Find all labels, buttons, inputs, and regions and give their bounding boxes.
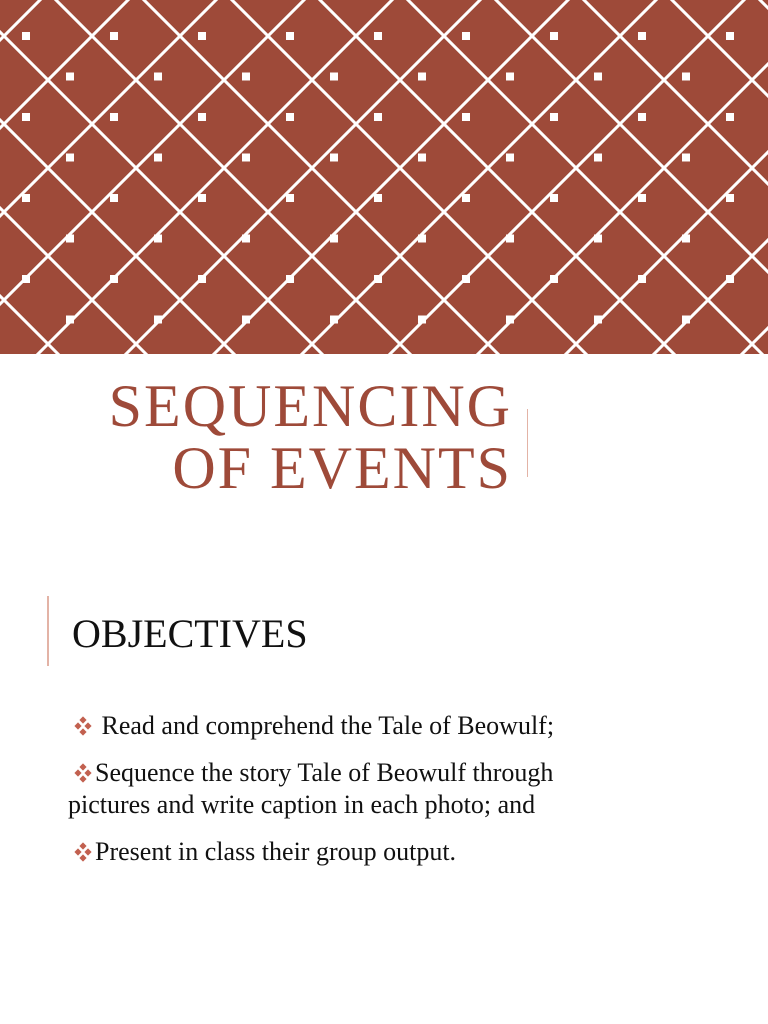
pattern-dot: [66, 316, 74, 324]
pattern-dot: [110, 275, 118, 283]
pattern-dot: [110, 194, 118, 202]
four-diamond-bullet-icon: [72, 842, 94, 862]
pattern-dot: [330, 316, 338, 324]
pattern-dot: [682, 235, 690, 243]
objectives-list: [68, 710, 762, 883]
pattern-dot: [682, 316, 690, 324]
list-item-text: Read and comprehend the Tale of Beowulf;: [95, 711, 555, 740]
pattern-dot: [242, 235, 250, 243]
pattern-dot: [154, 154, 162, 162]
pattern-dot: [22, 113, 30, 121]
pattern-dot: [198, 275, 206, 283]
pattern-dot: [154, 235, 162, 243]
pattern-dot: [550, 32, 558, 40]
list-item: [68, 757, 762, 821]
slide-title: [0, 375, 512, 499]
pattern-dot: [242, 316, 250, 324]
pattern-dot: [110, 113, 118, 121]
pattern-dot: [22, 194, 30, 202]
pattern-dot: [594, 316, 602, 324]
pattern-dot: [638, 32, 646, 40]
diamond-lattice-pattern-icon: [0, 0, 768, 354]
pattern-dot: [418, 235, 426, 243]
pattern-dot: [594, 235, 602, 243]
pattern-dot: [462, 194, 470, 202]
pattern-dot: [154, 316, 162, 324]
pattern-dot: [66, 235, 74, 243]
pattern-dot: [286, 32, 294, 40]
pattern-dot: [198, 32, 206, 40]
pattern-dot: [462, 275, 470, 283]
pattern-dot: [242, 73, 250, 81]
title-divider-rule: [527, 409, 528, 477]
pattern-dot: [506, 73, 514, 81]
list-item-text: Present in class their group output.: [95, 837, 457, 866]
pattern-dot: [682, 154, 690, 162]
title-line-2: OF EVENTS: [172, 435, 512, 501]
pattern-dot: [726, 194, 734, 202]
pattern-dot: [110, 32, 118, 40]
four-diamond-bullet-icon: [72, 763, 94, 783]
list-item: [72, 836, 762, 868]
pattern-dot: [286, 275, 294, 283]
pattern-dot: [330, 73, 338, 81]
pattern-dot: [374, 194, 382, 202]
pattern-dot: [286, 194, 294, 202]
pattern-dot: [682, 73, 690, 81]
four-diamond-bullet-icon: [72, 716, 94, 736]
pattern-dot: [550, 275, 558, 283]
pattern-dot: [594, 154, 602, 162]
pattern-dot: [66, 73, 74, 81]
objectives-divider-rule: [47, 596, 49, 666]
pattern-dot: [726, 32, 734, 40]
pattern-dot: [286, 113, 294, 121]
pattern-dot: [374, 113, 382, 121]
pattern-dot: [22, 32, 30, 40]
pattern-dot: [374, 275, 382, 283]
pattern-dot: [22, 275, 30, 283]
pattern-dot: [638, 194, 646, 202]
pattern-dot: [638, 113, 646, 121]
pattern-dot: [242, 154, 250, 162]
pattern-dot: [330, 235, 338, 243]
pattern-dot: [374, 32, 382, 40]
pattern-dot: [66, 154, 74, 162]
pattern-dot: [418, 316, 426, 324]
pattern-dot: [462, 32, 470, 40]
list-item-continuation: pictures and write caption in each photo; and: [68, 790, 536, 819]
pattern-dot: [594, 73, 602, 81]
list-item-text: Sequence the story Tale of Beowulf through: [95, 758, 554, 787]
objectives-heading: OBJECTIVES: [72, 611, 308, 656]
pattern-dot: [198, 194, 206, 202]
pattern-dot: [550, 194, 558, 202]
pattern-dot: [330, 154, 338, 162]
pattern-dot: [638, 275, 646, 283]
list-item: [72, 710, 762, 742]
pattern-dot: [418, 154, 426, 162]
pattern-dot: [418, 73, 426, 81]
pattern-dot: [506, 154, 514, 162]
pattern-dot: [726, 275, 734, 283]
pattern-dot: [550, 113, 558, 121]
title-line-1: SEQUENCING: [108, 373, 512, 439]
pattern-dot: [726, 113, 734, 121]
header-pattern-band: [0, 0, 768, 354]
pattern-dot: [506, 316, 514, 324]
pattern-dot: [198, 113, 206, 121]
pattern-dot: [506, 235, 514, 243]
pattern-dot: [154, 73, 162, 81]
pattern-dot: [462, 113, 470, 121]
